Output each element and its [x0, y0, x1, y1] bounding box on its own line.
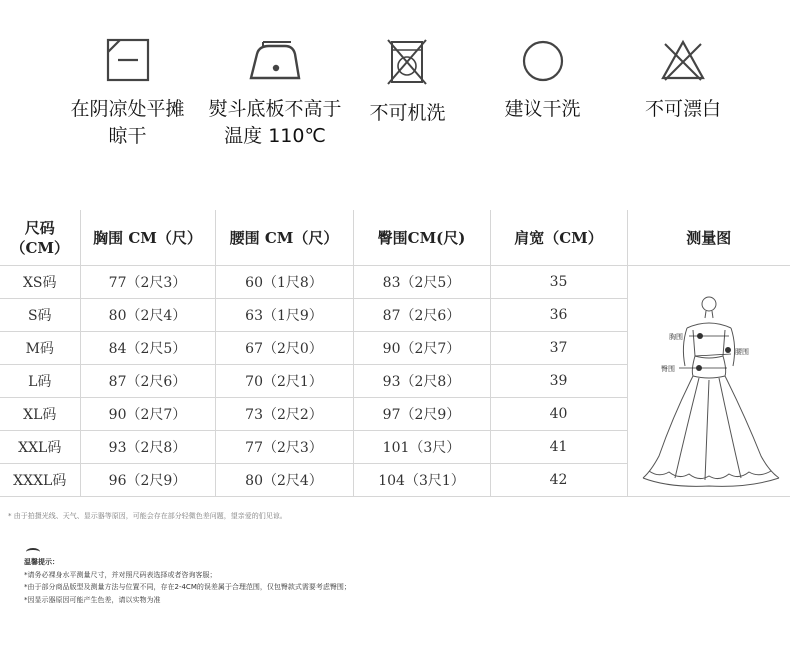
cell-chest: 87（2尺6） — [80, 365, 215, 398]
cell-size: S码 — [0, 299, 80, 332]
header-chest: 胸围 CM（尺） — [80, 210, 215, 266]
cell-size: M码 — [0, 332, 80, 365]
figure-label-chest: 胸围 — [668, 333, 683, 341]
cell-size: XL码 — [0, 398, 80, 431]
care-label-no-bleach — [628, 96, 738, 123]
size-chart-table — [0, 210, 790, 497]
header-size: 尺码 （CM） — [0, 210, 80, 266]
cell-shoulder: 42 — [490, 464, 627, 497]
cell-size: L码 — [0, 365, 80, 398]
cell-hip: 104（3尺1） — [353, 464, 490, 497]
tips-title: 温馨提示： — [24, 558, 59, 566]
care-label-dry-clean — [490, 96, 595, 123]
care-label-dry-flat — [60, 96, 195, 150]
care-label-no-machine-wash — [355, 100, 460, 127]
cell-shoulder: 41 — [490, 431, 627, 464]
cell-waist: 77（2尺3） — [215, 431, 353, 464]
cell-chest: 84（2尺5） — [80, 332, 215, 365]
cell-chest: 96（2尺9） — [80, 464, 215, 497]
dress-measurement-figure — [629, 266, 789, 492]
cell-shoulder: 39 — [490, 365, 627, 398]
warm-tips — [24, 556, 351, 606]
care-label-line: 不可漂白 — [644, 98, 721, 120]
table-header-row — [0, 210, 790, 266]
cell-waist: 80（2尺4） — [215, 464, 353, 497]
header-waist: 腰围 CM（尺） — [215, 210, 353, 266]
table-row — [0, 266, 790, 299]
dry-clean-icon — [521, 38, 565, 82]
care-label-line: 在阴凉处平摊 — [70, 98, 185, 120]
cell-hip: 87（2尺6） — [353, 299, 490, 332]
care-label-line: 温度 110℃ — [224, 125, 326, 147]
cell-shoulder: 40 — [490, 398, 627, 431]
cell-waist: 60（1尺8） — [215, 266, 353, 299]
tips-line: *由于部分商品版型及测量方法与位置不同，存在2-4CM的误差属于合理范围，仅包臀款式需要考虑臀围； — [24, 583, 351, 591]
cell-shoulder: 36 — [490, 299, 627, 332]
figure-label-waist: 腰围 — [734, 348, 749, 356]
cell-hip: 93（2尺8） — [353, 365, 490, 398]
tips-line: *因显示器原因可能产生色差，请以实物为准 — [24, 595, 161, 604]
cell-hip: 90（2尺7） — [353, 332, 490, 365]
care-label-line: 不可机洗 — [369, 102, 446, 124]
cell-size: XS码 — [0, 266, 80, 299]
cell-shoulder: 35 — [490, 266, 627, 299]
care-label-line: 建议干洗 — [504, 98, 581, 120]
cell-waist: 73（2尺2） — [215, 398, 353, 431]
tips-decoration — [26, 548, 40, 556]
measurement-figure-cell — [627, 266, 790, 497]
no-machine-wash-icon — [386, 38, 430, 86]
iron-low-heat-icon — [247, 38, 303, 82]
cell-size: XXXL码 — [0, 464, 80, 497]
no-bleach-icon — [659, 38, 707, 82]
cell-chest: 77（2尺3） — [80, 266, 215, 299]
care-item-dry-clean — [490, 38, 595, 123]
dry-flat-in-shade-icon — [106, 38, 150, 82]
tips-line: *请务必裸身水平测量尺寸，并对照尺码表选择或者咨询客服； — [24, 570, 217, 579]
cell-waist: 67（2尺0） — [215, 332, 353, 365]
cell-waist: 70（2尺1） — [215, 365, 353, 398]
header-hip: 臀围CM(尺) — [353, 210, 490, 266]
care-item-iron — [200, 38, 350, 150]
cell-shoulder: 37 — [490, 332, 627, 365]
care-label-iron — [200, 96, 350, 150]
cell-chest: 93（2尺8） — [80, 431, 215, 464]
cell-chest: 80（2尺4） — [80, 299, 215, 332]
header-measure-figure: 测量图 — [627, 210, 790, 266]
care-instructions — [0, 0, 790, 200]
cell-size: XXL码 — [0, 431, 80, 464]
care-item-dry-flat — [60, 38, 195, 150]
care-item-no-bleach — [628, 38, 738, 123]
header-shoulder: 肩宽（CM） — [490, 210, 627, 266]
cell-waist: 63（1尺9） — [215, 299, 353, 332]
cell-hip: 101（3尺） — [353, 431, 490, 464]
cell-hip: 97（2尺9） — [353, 398, 490, 431]
cell-hip: 83（2尺5） — [353, 266, 490, 299]
figure-label-hip: 臀围 — [660, 365, 675, 373]
care-label-line: 熨斗底板不高于 — [208, 98, 342, 120]
cell-chest: 90（2尺7） — [80, 398, 215, 431]
care-item-no-machine-wash — [355, 38, 460, 127]
care-label-line: 晾干 — [108, 125, 147, 147]
color-difference-note: * 由于拍摄光线、天气、显示器等原因，可能会存在部分轻微色差问题，望亲爱的们见谅。 — [8, 512, 287, 520]
